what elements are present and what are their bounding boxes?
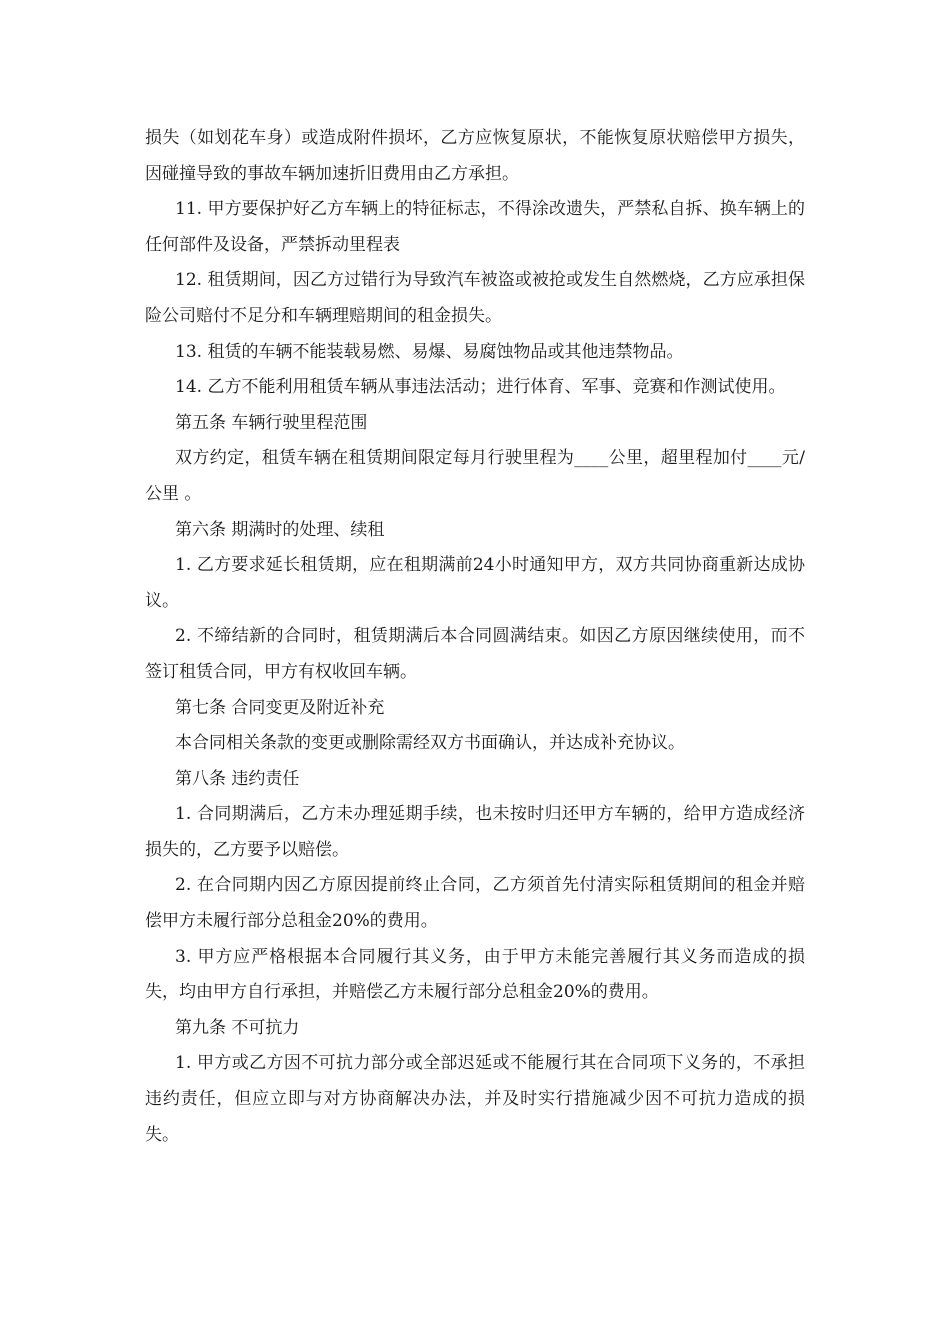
- clause-9-1: 1. 甲方或乙方因不可抗力部分或全部迟延或不能履行其在合同项下义务的，不承担违约责任，但应立即与对方协商解决办法，并及时实行措施减少因不可抗力造成的损失。: [145, 1053, 805, 1145]
- clause-12: 12. 租赁期间，因乙方过错行为导致汽车被盗或被抢或发生自然燃烧，乙方应承担保险公司赔付不足分和车辆理赔期间的租金损失。: [145, 270, 805, 326]
- section-heading-8: 第八条 违约责任: [175, 768, 300, 789]
- clause-8-1: 1. 合同期满后，乙方未办理延期手续，也未按时归还甲方车辆的，给甲方造成经济损失的，乙方要予以赔偿。: [145, 804, 805, 860]
- document-body: [145, 121, 805, 1153]
- clause-6-2: 2. 不缔结新的合同时，租赁期满后本合同圆满结束。如因乙方原因继续使用，而不签订租赁合同，甲方有权收回车辆。: [145, 626, 805, 682]
- clause-14: 14. 乙方不能利用租赁车辆从事违法活动；进行体育、军事、竞赛和作测试使用。: [175, 377, 786, 398]
- clause-13: 13. 租赁的车辆不能装载易燃、易爆、易腐蚀物品或其他违禁物品。: [175, 341, 684, 362]
- paragraph: 本合同相关条款的变更或删除需经双方书面确认，并达成补充协议。: [175, 733, 685, 754]
- section-heading-7: 第七条 合同变更及附近补充: [175, 697, 385, 718]
- clause-6-1: 1. 乙方要求延长租赁期，应在租期满前24小时通知甲方，双方共同协商重新达成协议。: [145, 555, 805, 611]
- section-heading-5: 第五条 车辆行驶里程范围: [175, 412, 368, 433]
- clause-11: 11. 甲方要保护好乙方车辆上的特征标志，不得涂改遗失，严禁私自拆、换车辆上的任何部件及设备，严禁拆动里程表: [145, 199, 805, 255]
- section-heading-9: 第九条 不可抗力: [175, 1017, 300, 1038]
- paragraph: 双方约定，租赁车辆在租赁期间限定每月行驶里程为____公里，超里程加付____元/公里 。: [145, 448, 805, 504]
- paragraph: 损失（如划花车身）或造成附件损坏，乙方应恢复原状，不能恢复原状赔偿甲方损失，因碰撞导致的事故车辆加速折旧费用由乙方承担。: [145, 128, 805, 184]
- clause-8-2: 2. 在合同期内因乙方原因提前终止合同，乙方须首先付清实际租赁期间的租金并赔偿甲方未履行部分总租金20%的费用。: [145, 875, 805, 932]
- section-heading-6: 第六条 期满时的处理、续租: [175, 519, 385, 540]
- clause-8-3: 3. 甲方应严格根据本合同履行其义务，由于甲方未能完善履行其义务而造成的损失，均由甲方自行承担，并赔偿乙方未履行部分总租金20%的费用。: [145, 946, 805, 1003]
